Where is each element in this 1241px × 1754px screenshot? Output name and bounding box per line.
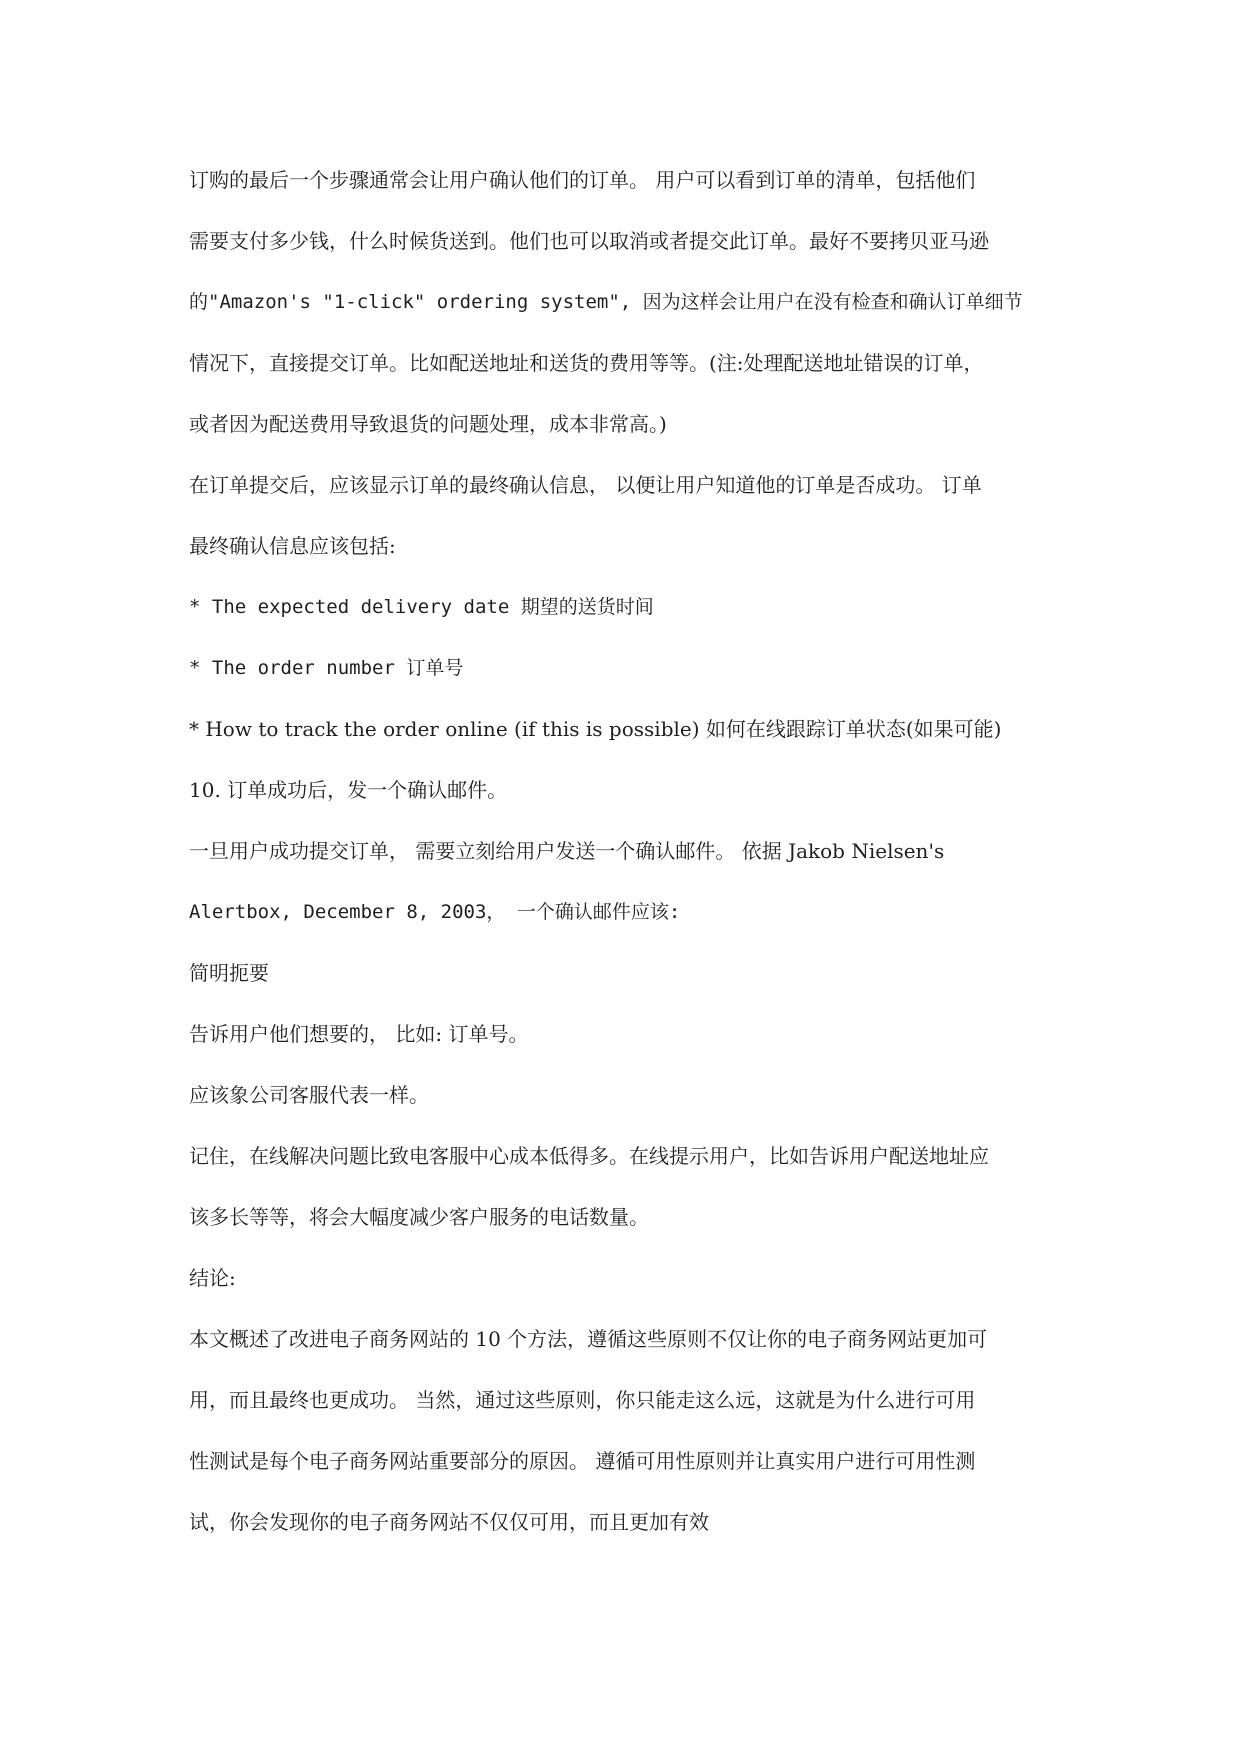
text-line: 性测试是每个电子商务网站重要部分的原因。 遵循可用性原则并让真实用户进行可用性测: [189, 1449, 976, 1473]
text-line: 简明扼要: [189, 961, 269, 985]
text-line: 情况下，直接提交订单。比如配送地址和送货的费用等等。(注:处理配送地址错误的订单，: [189, 351, 984, 375]
text-line: 告诉用户他们想要的， 比如: 订单号。: [189, 1022, 529, 1046]
section-heading: 结论:: [189, 1266, 236, 1290]
text-line: 一旦用户成功提交订单， 需要立刻给用户发送一个确认邮件。 依据 Jakob Nielsen's: [189, 839, 945, 863]
text-line: 最终确认信息应该包括:: [189, 534, 396, 558]
text-line: 在订单提交后，应该显示订单的最终确认信息， 以便让用户知道他的订单是否成功。 订单: [189, 473, 982, 497]
text-line: 试，你会发现你的电子商务网站不仅仅可用，而且更加有效: [189, 1510, 709, 1534]
text-line: 该多长等等，将会大幅度减少客户服务的电话数量。: [189, 1205, 649, 1229]
text-line: 本文概述了改进电子商务网站的 10 个方法，遵循这些原则不仅让你的电子商务网站更加可: [189, 1327, 988, 1351]
text-line: 或者因为配送费用导致退货的问题处理，成本非常高。): [189, 412, 667, 436]
list-item: * How to track the order online (if this is possible) 如何在线跟踪订单状态(如果可能): [189, 717, 1002, 741]
list-item: * The expected delivery date 期望的送货时间: [189, 596, 654, 618]
text-line: 订购的最后一个步骤通常会让用户确认他们的订单。 用户可以看到订单的清单，包括他们: [189, 168, 976, 192]
section-heading: 10. 订单成功后，发一个确认邮件。: [189, 778, 508, 802]
text-line: 应该象公司客服代表一样。: [189, 1083, 429, 1107]
text-line: 记住，在线解决问题比致电客服中心成本低得多。在线提示用户，比如告诉用户配送地址应: [189, 1144, 989, 1168]
text-line: 需要支付多少钱，什么时候货送到。他们也可以取消或者提交此订单。最好不要拷贝亚马逊: [189, 229, 989, 253]
text-line: 的"Amazon's "1-click" ordering system", 因为这样会让用户在没有检查和确认订单细节: [189, 291, 1023, 313]
text-line: 用，而且最终也更成功。 当然，通过这些原则，你只能走这么远，这就是为什么进行可用: [189, 1388, 976, 1412]
text-line: Alertbox, December 8, 2003， 一个确认邮件应该:: [189, 901, 681, 923]
list-item: * The order number 订单号: [189, 657, 464, 679]
